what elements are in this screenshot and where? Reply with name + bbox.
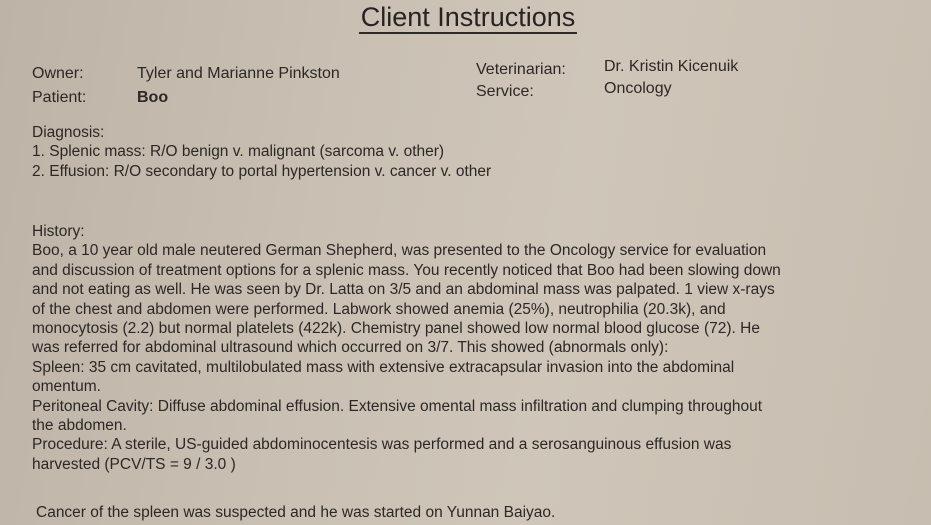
diagnosis-item-2: 2. Effusion: R/O secondary to portal hypertension v. cancer v. other	[32, 162, 492, 180]
history-line: Boo, a 10 year old male neutered German Shepherd, was presented to the Oncology service for evaluation	[32, 242, 767, 260]
history-line: the abdomen.	[32, 417, 127, 435]
diagnosis-section	[32, 123, 491, 181]
diagnosis-heading: Diagnosis:	[32, 124, 105, 141]
owner-value: Tyler and Marianne Pinkston	[137, 65, 340, 82]
history-section	[32, 222, 781, 474]
history-conclusion: Cancer of the spleen was suspected and he was started on Yunnan Baiyao.	[36, 504, 556, 521]
document-title	[0, 2, 931, 33]
history-heading: History:	[32, 223, 85, 240]
service-value: Oncology	[604, 80, 672, 97]
owner-label: Owner:	[32, 65, 84, 82]
document-title-text: Client Instructions	[360, 2, 576, 32]
patient-value: Boo	[137, 89, 169, 106]
history-line: Spleen: 35 cm cavitated, multilobulated mass with extensive extracapsular invasion into the abdominal	[32, 358, 735, 376]
veterinarian-value: Dr. Kristin Kicenuik	[604, 58, 739, 75]
history-line: monocytosis (2.2) but normal platelets (422k). Chemistry panel showed low normal blood glucose (72). He	[32, 320, 760, 338]
patient-label: Patient:	[32, 89, 87, 106]
history-line: Peritoneal Cavity: Diffuse abdominal effusion. Extensive omental mass infiltration and clumping throughout	[32, 397, 763, 415]
service-label: Service:	[476, 83, 534, 100]
history-line: harvested (PCV/TS = 9 / 3.0 )	[32, 455, 236, 473]
history-line: and not eating as well. He was seen by Dr. Latta on 3/5 and an abdominal mass was palpated. 1 view x-rays	[32, 281, 775, 299]
history-line: Procedure: A sterile, US-guided abdominocentesis was performed and a serosanguinous effusion was	[32, 436, 732, 454]
history-line: omentum.	[32, 378, 101, 396]
veterinarian-label: Veterinarian:	[476, 61, 566, 78]
history-line: was referred for abdominal ultrasound which occurred on 3/7. This showed (abnormals only):	[32, 339, 669, 357]
diagnosis-item-1: 1. Splenic mass: R/O benign v. malignant (sarcoma v. other)	[32, 143, 445, 161]
history-line: and discussion of treatment options for a splenic mass. You recently noticed that Boo had been slowing down	[32, 261, 781, 279]
history-line: of the chest and abdomen were performed. Labwork showed anemia (25%), neutrophilia (20.3k), and	[32, 300, 726, 318]
